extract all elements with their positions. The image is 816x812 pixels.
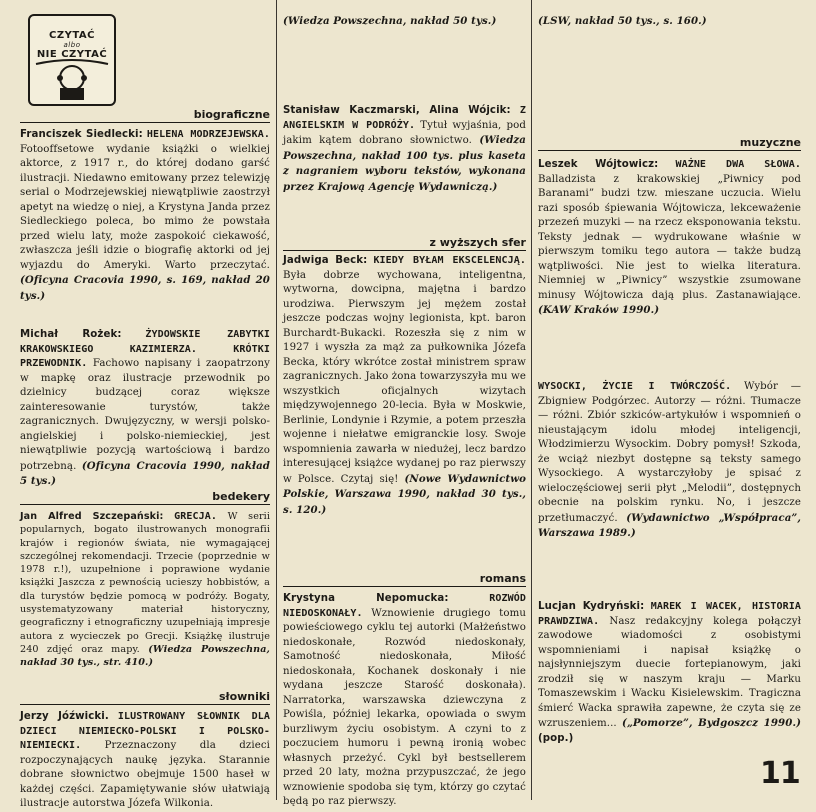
article-publication: (Wiedza Powszechna, nakład 50 tys.) [283,15,497,27]
article-author: Jerzy Jóźwicki. [20,711,109,722]
column-divider [276,0,277,800]
article-body: Fotooffsetowe wydanie książki o wielkiej aktorce, z 1917 r., do której dodano garść ilustracji. Niedawno emitowany przez telewizję serial o Modrzejewskiej niewątpliwie zaostrzył apetyt na wiedzę o niej, a Krystyna Janda przez Siedleckiego poleca, bo mimo że powstała przed wielu laty, może zaspokoić ciekawość, zwłaszcza jeśli idzie o biografię aktorki od jej wyjazdu do Ameryki. Warto przeczytać. [20,143,270,271]
article-body: Balladzista z krakowskiej „Piwnicy pod Baranami” budzi tzw. mieszane uczucia. Wielu razi sposób śpiewania Wójtowicza, lekceważenie przezeń muzyki — na rzecz eksponowania tekstu. Teksty jednak — wydrukowane właśnie w pierwszym tomiku tego autora — także budzą wątpliwości. Nie jest to wielka literatura. Niemniej w „Piwnicy” wszystkie zsumowane minusy Wójtowicza dają plus. Zastanawiające. [538,173,801,301]
section-label: słowniki [218,690,270,703]
section-header-muzyczne [538,136,801,151]
article-body: Wznowienie drugiego tomu powieściowego cyklu tej autorki (Małżeństwo niedoskonałe, Rozwód niedoskonały, Samotność niedoskonała, Miłość niedoskonała, Kochanek doskonały i nie wydana jeszcze Starość doskonała). Narratorka, warszawska dziewczyna z Powiśla, później lekarka, opowiada o swym burzliwym życiu osobistym. A czyni to z poczuciem humoru i pewną ironią wobec własnych przeżyć. Cykl był bestsellerem przed 20 laty, można przypuszczać, że jego wznowienie spodoba się tym, którzy go czytać będą po raz pierwszy. [283,607,526,807]
article-author: Lucjan Kydryński: [538,601,645,612]
article-publication: (Wiedza Powszechna, nakład 100 tys. plus kaseta z nagraniem wyboru tekstów, wykonana przez Krajową Agencję Wydawniczą.) [283,134,527,193]
section-header-biograficzne [20,108,270,123]
article-kydrynski [538,600,801,746]
article-nepomucka-continued [538,14,801,30]
article-jozwicki-continued [283,14,526,30]
logo-line-1: CZYTAĆ [49,30,95,41]
section-header-romans [283,572,526,587]
article-title: ŻYDOWSKIE ZABYTKI KRAKOWSKIEGO KAZIMIERZA. KRÓTKI PRZEWODNIK. [20,329,270,369]
article-author: Franciszek Siedlecki: [20,129,143,140]
article-rozek [20,328,270,490]
article-signature: (pop.) [538,732,574,744]
section-label: muzyczne [739,136,801,149]
article-publication: (Wiedza Powszechna, nakład 30 tys., str. 410.) [20,643,270,669]
article-publication: (Wydawnictwo „Współpraca”, Warszawa 1989.) [538,511,801,539]
column-1 [20,0,271,809]
column-divider [531,0,532,800]
article-kaczmarski [283,104,526,195]
article-author: Stanisław Kaczmarski, Alina Wójcik: [283,105,511,116]
article-siedlecki [20,128,270,304]
article-author: Krystyna Nepomucka: [283,593,449,604]
article-body: Przeznaczony dla dzieci rozpoczynających naukę języka. Starannie dobrane słownictwo obejmuje 1500 haseł w każdej części. Zapamiętywanie słów ułatwiają ilustracje autorstwa Józefa Wilkonia. [20,740,270,809]
section-label: bedekery [212,490,270,503]
article-publication: (Nowe Wydawnictwo Polskie, Warszawa 1990, nakład 30 tys., s. 120.) [283,472,527,516]
logo-line-2: albo [63,41,81,49]
article-title: MAREK I WACEK, HISTORIA PRAWDZIWA. [538,601,801,627]
section-header-z-wyzszych-sfer [283,236,526,251]
article-author: Jan Alfred Szczepański: [20,511,164,522]
article-body: Była dobrze wychowana, inteligentna, wytworna, dowcipna, majętna i bardzo urodziwa. Pierwszym jej mężem został jeszcze podczas wojny legionista, kpt. baron Burchardt-Bukacki. Rozeszła się z nim w 1927 i wyszła za mąż za pułkownika Józefa Becka, który wkrótce został ministrem spraw zagranicznych. Jako żona towarzyszyła mu we wszystkich oficjalnych wizytach międzywojennego 20-lecia. Była w Moskwie, Berlinie, Londynie i Rzymie, a potem przeszła wojenne i niełatwe emigranckie losy. Swoje wspomnienia zawarła w niedużej, lecz bardzo interesującej książce wydanej po raz pierwszy w Polsce. Czytaj się! [283,269,526,485]
article-title: WAŻNE DWA SŁOWA. [675,159,801,170]
section-label: biograficzne [193,108,270,121]
article-title: WYSOCKI, ŻYCIE I TWÓRCZOŚĆ. [538,381,732,392]
column-3 [538,0,801,800]
article-title: ILUSTROWANY SŁOWNIK DLA DZIECI NIEMIECKO-POLSKI I POLSKO-NIEMIECKI. [20,711,270,751]
article-author: Michał Rożek: [20,329,122,340]
article-jozwicki [20,710,270,812]
article-title: ROZWÓD NIEDOSKONAŁY. [283,593,526,619]
article-author: Jadwiga Beck: [283,255,368,266]
section-header-slowniki [20,690,270,705]
section-label: z wyższych sfer [429,236,526,249]
article-title: GRECJA. [174,511,217,522]
article-publication: (Oficyna Cracovia 1990, s. 169, nakład 20 tys.) [20,274,270,302]
article-beck [283,254,526,518]
article-body: Nasz redakcyjny kolega połączył zawodowe wiadomości z osobistymi wspomnieniami i napisał książkę o najsłynniejszym duecie fortepianowym, jaki zrodził się w naszym kraju — Marku Tomaszewskim i Wacku Kisielewskim. Tragiczna śmierć Wacka sprawiła zapewne, że czyta się ze wzruszeniem... [538,615,801,729]
page-number: 11 [760,756,800,791]
article-wojtowicz [538,158,801,319]
article-body: Wybór — Zbigniew Podgórzec. Autorzy — różni. Tłumacze — różni. Zbiór szkiców-artykułów i wspomnień o nieustającym idolu młodej inteligencji, Włodzimierzu Wysockim. Dobry pomysł! Szkoda, że wciąż niezbyt dostępne są teksty samego Wysockiego. A wystarczyłoby je spisać z wieloczęściowej serii płyt „Melodii”, dostępnych obecnie na polskim rynku. No, i jeszcze przetłumaczyć. [538,381,801,524]
article-title: KIEDY BYŁAM EKSCELENCJĄ. [373,255,526,266]
article-body: Fachowo napisany i zaopatrzony w mapkę oraz ilustracje przewodnik po dzielnicy budzącej coraz większe zainteresowanie turystów, także zagranicznych. Dwujęzyczny, w wersji polsko-angielskiej i polsko-niemieckiej, jest niewątpliwie pozycją wartościową i bardzo potrzebną. [20,358,270,472]
article-publication: („Pomorze”, Bydgoszcz 1990.) [622,717,802,729]
article-author: Leszek Wójtowicz: [538,159,659,170]
logo-line-3: NIE CZYTAĆ [36,49,108,60]
article-title: Z ANGIELSKIM W PODRÓŻY. [283,105,526,131]
section-header-bedekery [20,490,270,505]
section-label: romans [479,572,526,585]
article-body: Tytuł wyjaśnia, pod jakim kątem dobrano słownictwo. [283,119,526,146]
article-publication: (Oficyna Cracovia 1990, nakład 5 tys.) [20,459,270,487]
column-logo [28,14,116,106]
article-title: HELENA MODRZEJEWSKA. [146,129,270,140]
article-wysocki [538,380,801,542]
article-publication: (KAW Kraków 1990.) [538,304,660,316]
article-nepomucka [283,592,526,810]
column-2 [283,0,527,807]
article-publication: (LSW, nakład 50 tys., s. 160.) [538,15,707,27]
article-body: W serii popularnych, bogato ilustrowanych monografii krajów i regionów świata, nie wymagającej szczególnej rekomendacji. Trzecie (poprzednie w 1978 r.!), uzupełnione i poprawione wydanie książki Jaszcza z pewnością ucieszy hobbistów, a dla turystów będzie pomocą w podróży. Bogaty, usystematyzowany materiał historyczny, geograficzny i etnograficzny uzupełniają impresje autora z wycieczek po Grecji. Książkę ilustruje 240 zdjęć oraz mapy. [20,511,271,655]
article-szczepanski [20,510,270,670]
